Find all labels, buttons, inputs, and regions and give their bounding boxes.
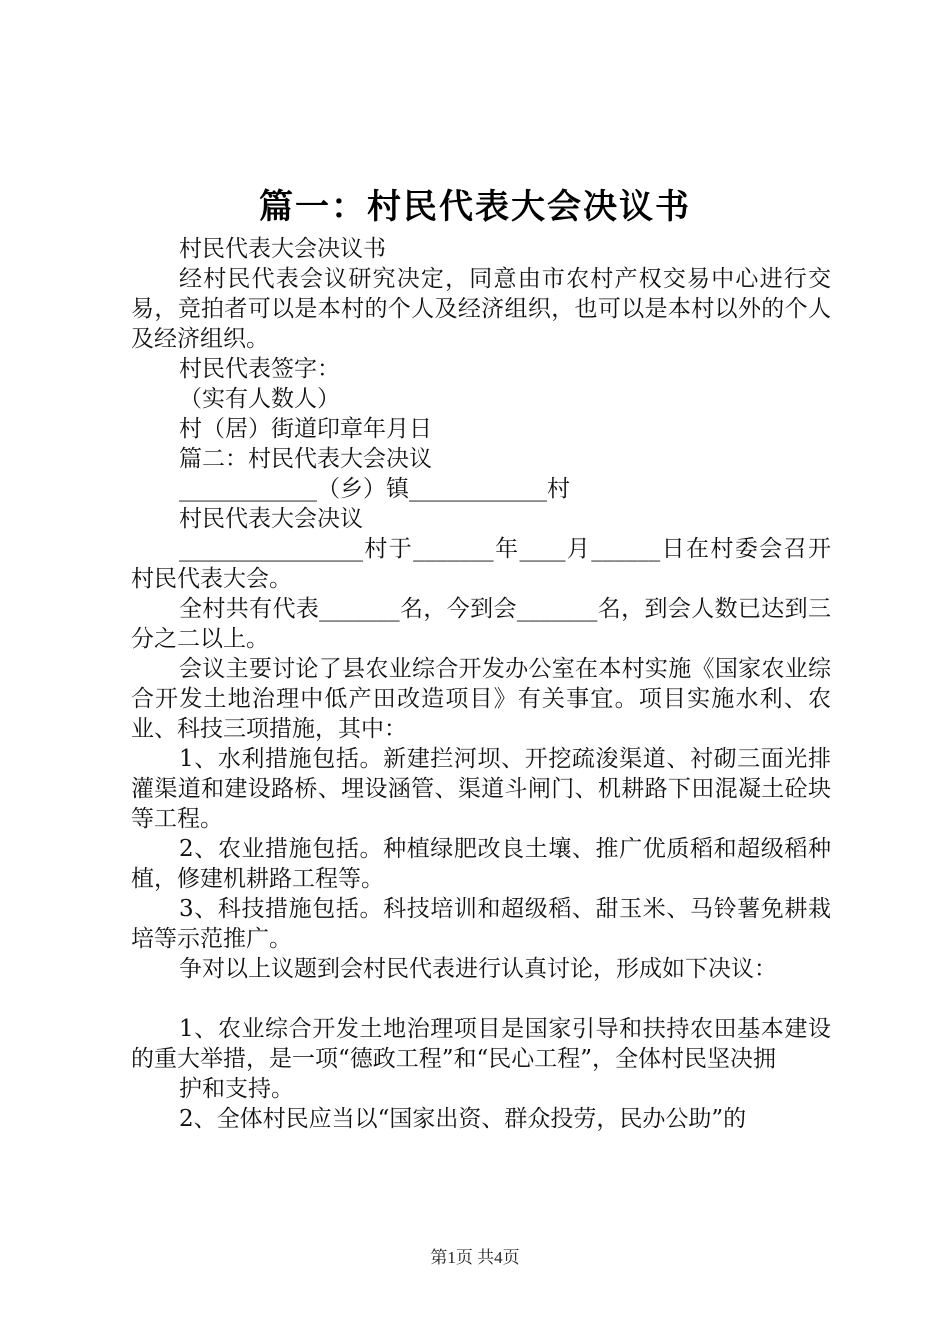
paragraph-decision-one-cont: 护和支持。 <box>179 1076 294 1102</box>
paragraph-heading: 村民代表大会决议书 <box>179 236 386 262</box>
paragraph-discussion: 会议主要讨论了县农业综合开发办公室在本村实施《国家农业综合开发土地治理中低产田改造项目》有关事宜。项目实施水利、农业、科技三项措施，其中： <box>131 656 831 742</box>
paragraph-decision-one: 1、农业综合开发土地治理项目是国家引导和扶持农田基本建设的重大举措，是一项“德政工程”和“民心工程”，全体村民坚决拥 <box>131 1016 831 1072</box>
paragraph-attendance: 全村共有代表_______名，今到会_______名，到会人数已达到三分之二以上。 <box>131 596 831 652</box>
paragraph-resolution: 经村民代表会议研究决定，同意由市农村产权交易中心进行交易，竞拍者可以是本村的个人及经济组织，也可以是本村以外的个人及经济组织。 <box>131 266 831 352</box>
paragraph-resolution-intro: 争对以上议题到会村民代表进行认真讨论，形成如下决议： <box>179 956 777 982</box>
paragraph-seal-date: 村（居）街道印章年月日 <box>179 416 432 442</box>
document-body <box>131 234 831 1134</box>
blank-line <box>131 984 831 1014</box>
paragraph-township-village: ____________（乡）镇____________村 <box>179 476 570 502</box>
paragraph-decision-two: 2、全体村民应当以“国家出资、群众投劳，民办公助”的 <box>179 1106 747 1132</box>
paragraph-meeting-date: ________________村于_______年____月______日在村委会召开村民代表大会。 <box>131 536 831 592</box>
paragraph-subheading: 村民代表大会决议 <box>179 506 363 532</box>
paragraph-headcount: （实有人数人） <box>179 386 340 412</box>
paragraph-measure-technology: 3、科技措施包括。科技培训和超级稻、甜玉米、马铃薯免耕栽培等示范推广。 <box>131 896 831 952</box>
paragraph-measure-water: 1、水利措施包括。新建拦河坝、开挖疏浚渠道、衬砌三面光排灌渠道和建设路桥、埋设涵管、渠道斗闸门、机耕路下田混凝土砼块等工程。 <box>131 746 831 832</box>
paragraph-section-two: 篇二：村民代表大会决议 <box>179 446 432 472</box>
paragraph-signature: 村民代表签字： <box>179 356 340 382</box>
document-title: 篇一：村民代表大会决议书 <box>259 187 691 227</box>
page-footer: 第1页 共4页 <box>430 1248 520 1267</box>
paragraph-measure-agriculture: 2、农业措施包括。种植绿肥改良土壤、推广优质稻和超级稻种植，修建机耕路工程等。 <box>131 836 831 892</box>
